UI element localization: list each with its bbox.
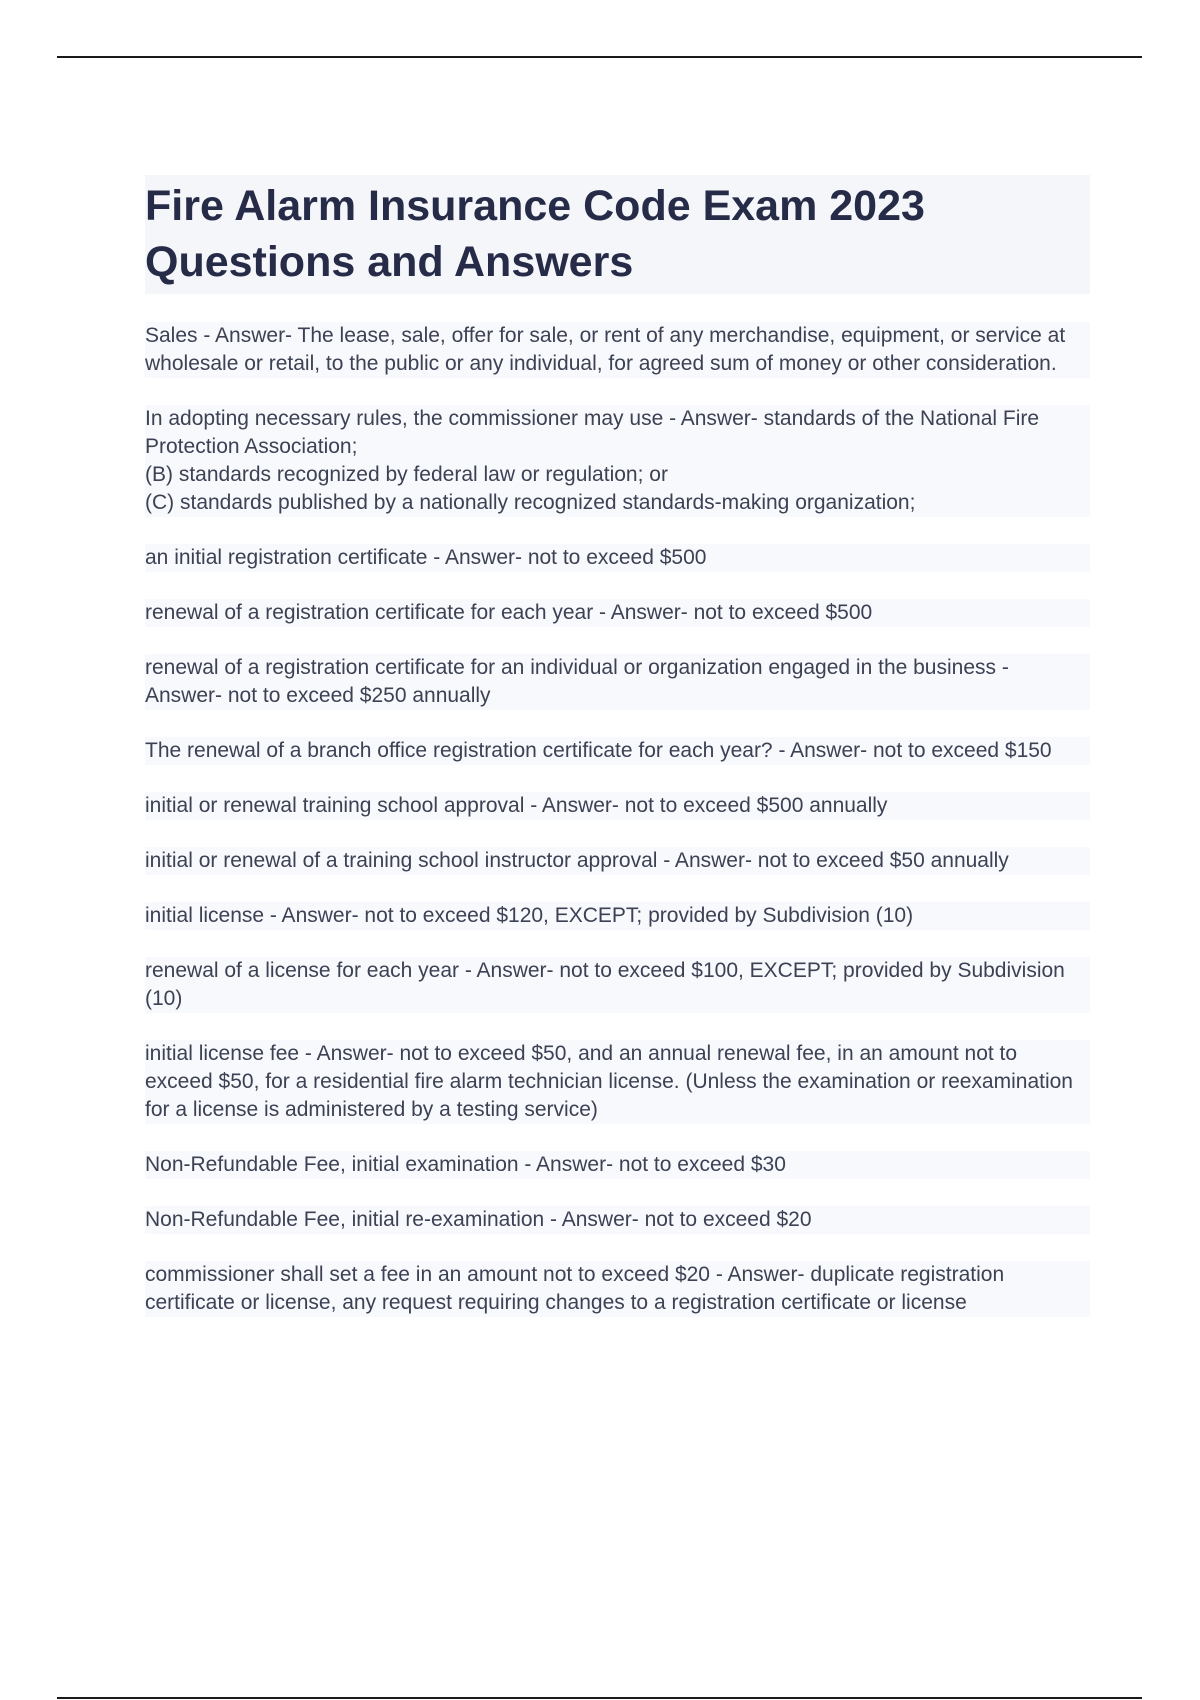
qa-item: Sales - Answer- The lease, sale, offer for sale, or rent of any merchandise, equipment, or service at wholesale or retail, to the public or any individual, for agreed sum of money or other consideration.: [145, 322, 1090, 378]
qa-item: renewal of a registration certificate for an individual or organization engaged in the business - Answer- not to exceed $250 annually: [145, 654, 1090, 710]
qa-item: The renewal of a branch office registration certificate for each year? - Answer- not to exceed $150: [145, 737, 1090, 765]
document-title: Fire Alarm Insurance Code Exam 2023 Questions and Answers: [145, 182, 925, 286]
qa-item: initial license - Answer- not to exceed $120, EXCEPT; provided by Subdivision (10): [145, 902, 1090, 930]
qa-item: an initial registration certificate - Answer- not to exceed $500: [145, 544, 1090, 572]
bottom-rule: [57, 1697, 1142, 1699]
qa-item: Non-Refundable Fee, initial examination - Answer- not to exceed $30: [145, 1151, 1090, 1179]
title-block: [145, 175, 1090, 294]
qa-item: In adopting necessary rules, the commissioner may use - Answer- standards of the National Fire Protection Association; (B) standards recognized by federal law or regulation; or (C) standards published by a nationally recognized standards-making organization;: [145, 405, 1090, 517]
qa-item: renewal of a registration certificate for each year - Answer- not to exceed $500: [145, 599, 1090, 627]
qa-item: initial license fee - Answer- not to exceed $50, and an annual renewal fee, in an amount not to exceed $50, for a residential fire alarm technician license. (Unless the examination or reexamination for a license is administered by a testing service): [145, 1040, 1090, 1124]
qa-item: renewal of a license for each year - Answer- not to exceed $100, EXCEPT; provided by Subdivision (10): [145, 957, 1090, 1013]
document-body: [145, 175, 1090, 1344]
qa-list: [145, 322, 1090, 1317]
qa-item: commissioner shall set a fee in an amount not to exceed $20 - Answer- duplicate registration certificate or license, any request requiring changes to a registration certificate or license: [145, 1261, 1090, 1317]
qa-item: Non-Refundable Fee, initial re-examination - Answer- not to exceed $20: [145, 1206, 1090, 1234]
qa-item: initial or renewal training school approval - Answer- not to exceed $500 annually: [145, 792, 1090, 820]
top-rule: [57, 56, 1142, 58]
qa-item: initial or renewal of a training school instructor approval - Answer- not to exceed $50 annually: [145, 847, 1090, 875]
